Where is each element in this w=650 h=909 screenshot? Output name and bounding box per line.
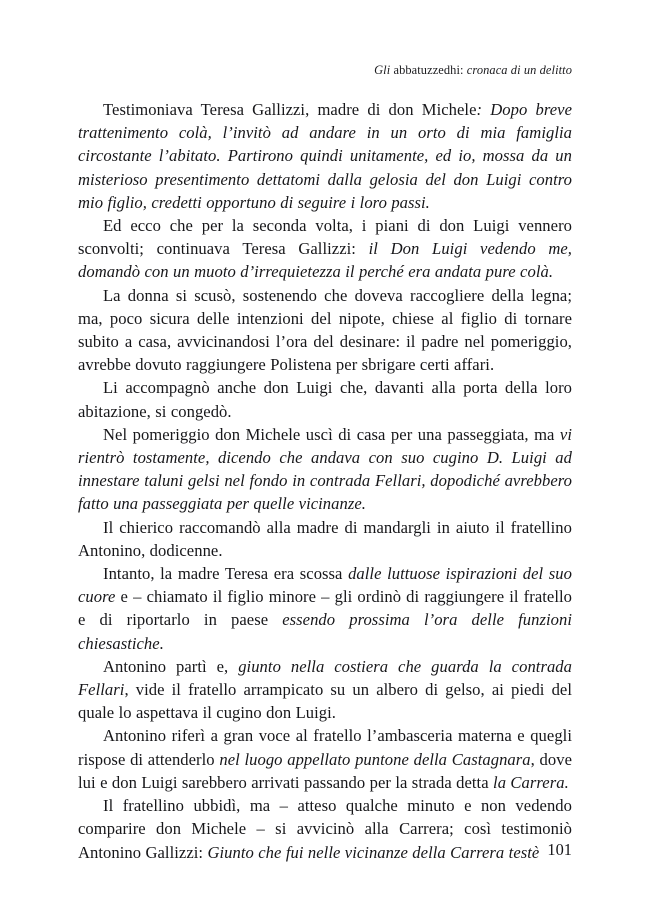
- paragraph: Intanto, la madre Teresa era scossa dalle luttuose ispirazioni del suo cuore e – chiamato il figlio minore – gli ordinò di raggiungere il fratello e di riportarlo in paese essendo prossima l’ora delle funzioni chiesastiche.: [78, 564, 572, 653]
- running-head-title-italic: Gli: [374, 63, 391, 77]
- page-number: 101: [547, 840, 572, 859]
- paragraph: Ed ecco che per la seconda volta, i piani di don Luigi vennero sconvolti; continuava Teresa Gallizzi: il Don Luigi vedendo me, domandò con un muoto d’irrequietezza il perché era andata pure colà.: [78, 216, 573, 282]
- running-head-subtitle-italic: cronaca di un delitto: [466, 63, 572, 77]
- paragraph: Li accompagnò anche don Luigi che, davanti alla porta della loro abitazione, si congedò.: [78, 378, 572, 421]
- paragraph: Antonino riferì a gran voce al fratello l’ambasceria materna e quegli rispose di attenderlo nel luogo appellato puntone della Castagnara, dove lui e don Luigi sarebbero arrivati passando per la strada detta la Carrera.: [78, 726, 572, 792]
- body-text-column: [78, 98, 572, 864]
- paragraph: La donna si scusò, sostenendo che doveva raccogliere della legna; ma, poco sicura delle intenzioni del nipote, chiese al figlio di tornare subito a casa, avvicinandosi l’ora del desinare: il padre nel pomeriggio, avrebbe dovuto raggiungere Polistena per sbrigare certi affari.: [78, 285, 572, 375]
- paragraph: Il fratellino ubbidì, ma – atteso qualche minuto e non vedendo comparire don Michele – si avvicinò alla Carrera; così testimoniò Antonino Gallizzi: Giunto che fui nelle vicinanze della Carrera testè: [78, 796, 572, 862]
- running-head-title-roman: abbatuzzedhi:: [390, 63, 467, 77]
- paragraph: Antonino partì e, giunto nella costiera che guarda la contrada Fellari, vide il fratello arrampicato su un albero di gelso, ai piedi del quale lo aspettava il cugino don Luigi.: [78, 656, 572, 723]
- paragraph: Testimoniava Teresa Gallizzi, madre di don Michele: Dopo breve trattenimento colà, l’invitò ad andare in un orto di mia famiglia circostante l’abitato. Partirono quindi unitamente, ed io, mossa da un misterioso presentimento dettatomi dalla gelosia del don Luigi contro mio figlio, credetti opportuno di seguire i loro passi.: [78, 100, 572, 212]
- paragraph: Il chierico raccomandò alla madre di mandargli in aiuto il fratellino Antonino, dodicenne.: [78, 517, 572, 560]
- paragraph: Nel pomeriggio don Michele uscì di casa per una passeggiata, ma vi rientrò tostamente, dicendo che andava con suo cugino D. Luigi ad innestare taluni gelsi nel fondo in contrada Fellari, dopodiché avrebbero fatto una passeggiata per quelle vicinanze.: [78, 424, 572, 514]
- running-head: [78, 62, 572, 78]
